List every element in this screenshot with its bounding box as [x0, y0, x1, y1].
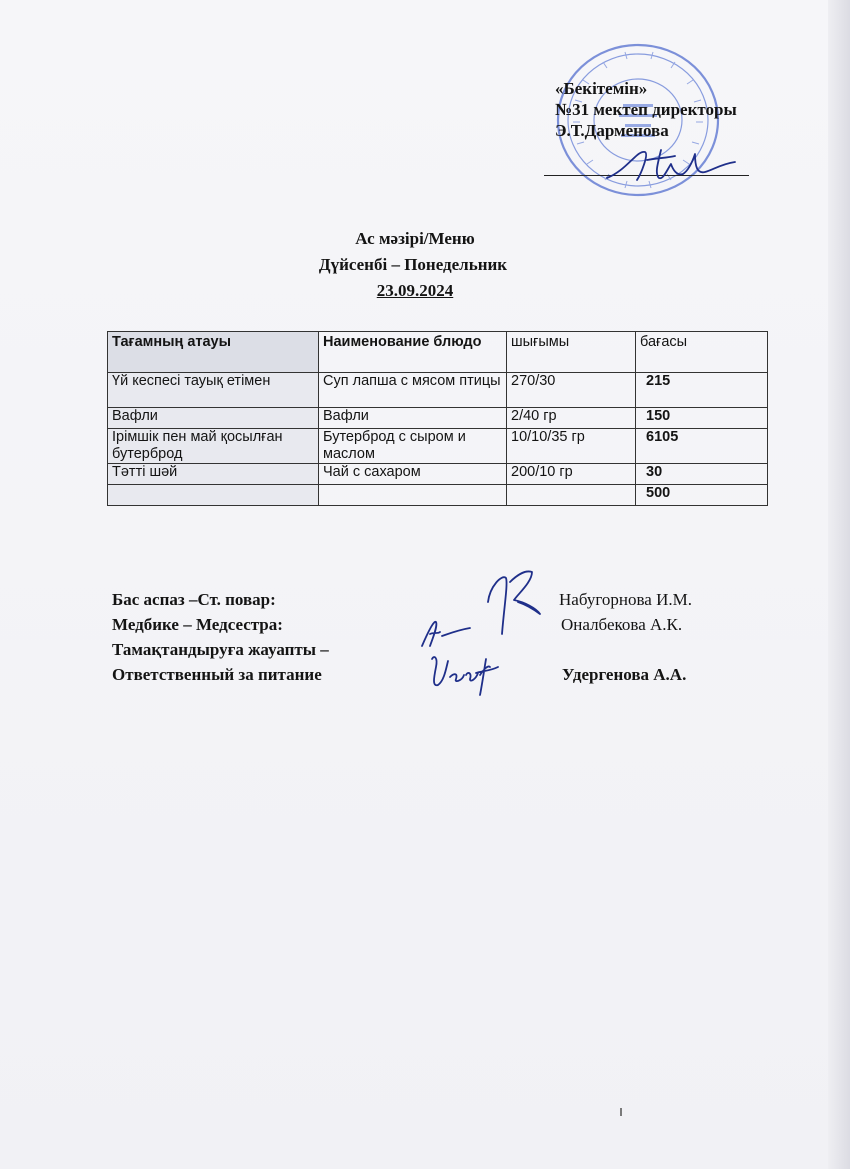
cell-yield: 200/10 гр — [507, 464, 636, 485]
cell-dish-kz: Үй кеспесі тауық етімен — [108, 373, 319, 408]
chef-title: Бас аспаз –Ст. повар: — [112, 590, 276, 609]
cell-price: 6105 — [636, 429, 768, 464]
cell-yield — [507, 485, 636, 506]
cell-dish-kz: Тәтті шәй — [108, 464, 319, 485]
cell-yield: 2/40 гр — [507, 408, 636, 429]
responsible-title-ru: Ответственный за питание — [112, 665, 322, 684]
chef-signature-icon — [484, 568, 564, 638]
responsible-signature-icon — [428, 645, 508, 705]
cell-price: 150 — [636, 408, 768, 429]
cell-yield: 10/10/35 гр — [507, 429, 636, 464]
table-row — [108, 408, 768, 429]
responsible-title-kz: Тамақтандыруға жауапты – — [112, 640, 329, 659]
nurse-title: Медбике – Медсестра: — [112, 615, 283, 634]
cell-dish-ru: Бутерброд с сыром и маслом — [319, 429, 507, 464]
cell-dish-ru — [319, 485, 507, 506]
scan-artifact-mark — [620, 1108, 622, 1116]
cell-dish-kz: Ірімшік пен май қосылған бутерброд — [108, 429, 319, 464]
approval-director-name: Э.Т.Дарменова — [555, 121, 669, 140]
cell-yield: 270/30 — [507, 373, 636, 408]
menu-title: Ас мәзірі/Меню — [355, 229, 475, 248]
director-signature-icon — [597, 140, 747, 190]
responsible-name: Удергенова А.А. — [562, 665, 687, 684]
cell-total-price: 500 — [636, 485, 768, 506]
table-row — [108, 373, 768, 408]
menu-day: Дүйсенбі – Понедельник — [318, 255, 508, 274]
table-header-row — [108, 332, 768, 373]
table-total-row — [108, 485, 768, 506]
header-yield: шығымы — [507, 332, 636, 373]
page-edge-shadow — [828, 0, 850, 1169]
cell-dish-kz: Вафли — [108, 408, 319, 429]
nurse-name: Оналбекова А.К. — [561, 615, 683, 634]
approval-heading: «Бекітемін» — [555, 79, 648, 98]
table-row — [108, 429, 768, 464]
cell-dish-ru: Чай с сахаром — [319, 464, 507, 485]
cell-dish-ru: Суп лапша с мясом птицы — [319, 373, 507, 408]
header-price: бағасы — [636, 332, 768, 373]
chef-name: Набугорнова И.М. — [559, 590, 692, 609]
cell-price: 30 — [636, 464, 768, 485]
approval-block — [555, 78, 737, 141]
header-dish-name-ru: Наименование блюдо — [319, 332, 507, 373]
table-row — [108, 464, 768, 485]
approval-position: №31 мектеп директоры — [555, 100, 737, 119]
cell-price: 215 — [636, 373, 768, 408]
menu-date: 23.09.2024 — [376, 281, 454, 300]
menu-table — [107, 331, 768, 506]
cell-dish-ru: Вафли — [319, 408, 507, 429]
header-dish-name-kz: Тағамның атауы — [108, 332, 319, 373]
cell-dish-kz — [108, 485, 319, 506]
